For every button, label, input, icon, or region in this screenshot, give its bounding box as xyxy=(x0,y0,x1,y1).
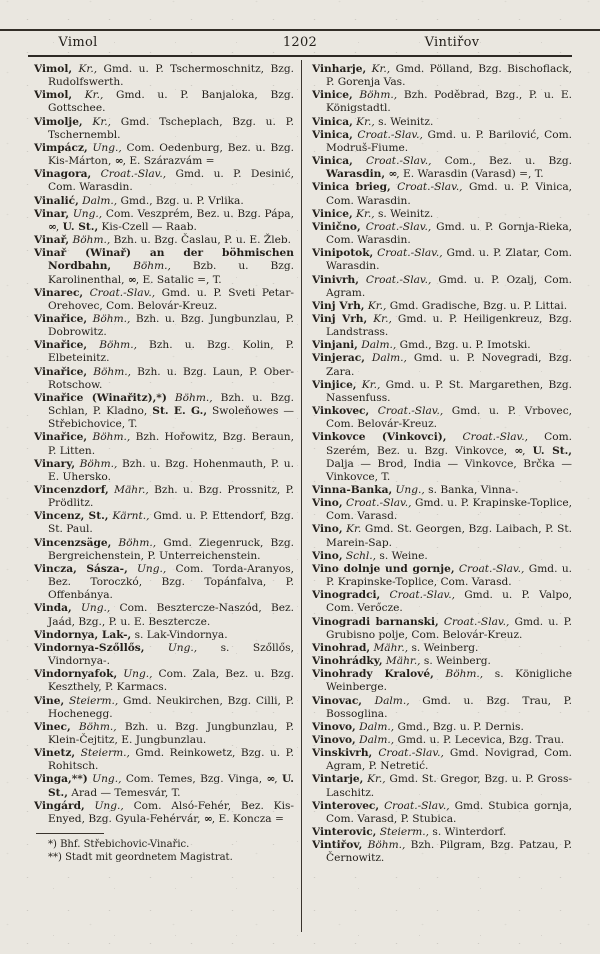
entry-region: Croat.-Slav., xyxy=(342,497,412,510)
entry-text: Gmd. u. P. Zlatar, Com. Warasdin. xyxy=(326,247,572,273)
gazetteer-entry xyxy=(34,339,294,365)
gazetteer-entry xyxy=(34,510,294,536)
posthorn-icon: ∞ xyxy=(514,444,523,457)
entry-text: s. Weinitz. xyxy=(374,115,434,128)
entry-text: Gmd. u. P. Vinica, Com. Warasdin. xyxy=(326,181,573,207)
entry-headword: Vinjerac, xyxy=(312,352,365,365)
entry-region: Schl., xyxy=(342,549,377,562)
entry-region: Ung., xyxy=(71,602,111,615)
entry-text: Gmd. u. P. Ettendorf, Bzg. St. Paul. xyxy=(48,510,294,536)
entry-headword: Vintiřov, xyxy=(312,839,363,852)
gazetteer-entry xyxy=(34,721,294,747)
entry-region: Böhm., xyxy=(69,234,111,247)
gazetteer-entry xyxy=(34,602,294,628)
entry-headword: Vinetz, xyxy=(34,747,76,760)
gazetteer-entry xyxy=(34,142,294,168)
column-divider xyxy=(301,60,302,932)
entry-headword: Vinařice (Winařitz),*) xyxy=(34,391,167,404)
gazetteer-entry xyxy=(34,234,294,247)
entry-headword: Vinica, xyxy=(312,128,353,141)
entry-text: Com. Veszprém, Bez. u. Bzg. Pápa, xyxy=(102,207,294,220)
gazetteer-entry xyxy=(34,642,294,668)
entry-region: Böhm., xyxy=(111,536,157,549)
entry-region: Böhm., xyxy=(75,457,118,470)
entry-headword: Vinharje, xyxy=(312,63,367,75)
gazetteer-entry xyxy=(34,695,294,721)
column-left xyxy=(34,63,294,864)
posthorn-icon: ∞ xyxy=(388,168,397,181)
gazetteer-entry xyxy=(34,313,294,339)
gazetteer-entry xyxy=(34,537,294,563)
entry-region: Croat.-Slav., xyxy=(373,247,443,260)
entry-headword: Vinař, xyxy=(34,234,70,247)
entry-headword: Vinna-Banka, xyxy=(312,484,393,496)
entry-headword: Vinkovec, xyxy=(312,405,370,418)
entry-text: s. Winterdorf. xyxy=(429,826,507,839)
gazetteer-entry xyxy=(312,747,572,773)
entry-region: Ung., xyxy=(87,773,122,786)
footnote: *) Bhf. Střebichovic-Vinařic. xyxy=(48,839,190,851)
entry-region: Ung., xyxy=(87,141,122,154)
gazetteer-entry xyxy=(34,208,294,234)
entry-headword: Vinga,**) xyxy=(34,773,88,786)
gazetteer-entry xyxy=(312,721,572,734)
gazetteer-entry xyxy=(34,458,294,484)
gazetteer-entry xyxy=(312,497,572,523)
entry-text: Gmd. Novigrad, Com. Agram, P. Netretić. xyxy=(326,747,572,773)
entry-text: Gmd. u. P. Valpo, Com. Verőcze. xyxy=(326,589,573,615)
entry-text: Gmd. Reinkowetz, Bzg. u. P. Rohitsch. xyxy=(48,747,294,773)
entry-text: Com. Temes, Bzg. Vinga, xyxy=(121,773,267,786)
posthorn-icon: ∞ xyxy=(48,220,56,233)
entry-text: Com. Oedenburg, Bez. u. Bzg. Kis-Márton, xyxy=(48,141,294,168)
gazetteer-entry xyxy=(312,616,572,642)
entry-region: Croat.-Slav., xyxy=(380,589,455,602)
entry-headword: Vinice, xyxy=(312,207,353,220)
entry-headword: Vinarec, xyxy=(34,286,84,299)
entry-headword: Vinařice, xyxy=(34,365,88,378)
entry-region: Kr. xyxy=(342,523,362,536)
entry-region: Kr., xyxy=(72,89,104,102)
entry-headword: Vinovo, xyxy=(312,720,356,733)
entry-region: Steierm., xyxy=(75,747,130,760)
top-rule xyxy=(0,29,600,31)
entry-text: Bzh. Poděbrad, Bzg., P. u. E. Königstadtl. xyxy=(326,89,572,115)
entry-region: Böhm., xyxy=(352,89,398,102)
entry-region: Böhm., xyxy=(433,668,484,681)
entry-region: Kr., xyxy=(367,312,392,325)
entry-text: Gmd. Pölland, Bzg. Bischoflack, P. Gorenja Vas. xyxy=(326,63,572,89)
entry-headword: Vinec, xyxy=(34,720,71,733)
entry-text: s. Königliche Weinberge. xyxy=(326,668,572,694)
gazetteer-entry xyxy=(312,300,572,313)
entry-text: Bzh. u. Bzg. Jungbunzlau, P. Dobrowitz. xyxy=(48,312,294,339)
gazetteer-entry xyxy=(312,155,572,181)
entry-headword: Vino, xyxy=(312,523,343,536)
entry-headword: Vinohrádky, xyxy=(312,655,383,668)
entry-headword: Vinice, xyxy=(312,89,353,102)
gazetteer-entry xyxy=(34,116,294,142)
entry-headword: Vintarje, xyxy=(312,773,364,786)
entry-region: Kärnt., xyxy=(108,510,150,523)
entry-headword: U. St., xyxy=(62,220,99,233)
entry-region: Croat.-Slav., xyxy=(369,405,444,418)
gazetteer-entry xyxy=(34,629,294,642)
page-header xyxy=(30,35,570,50)
entry-region: Böhm., xyxy=(70,720,117,733)
entry-region: Croat.-Slav., xyxy=(352,155,432,168)
entry-headword: Vinterovic, xyxy=(312,826,377,839)
entry-region: Kr., xyxy=(352,115,375,128)
entry-headword: Vimol, xyxy=(34,89,73,102)
entry-text: Gmd. u. P. St. Margarethen, Bzg. Nassenfuss. xyxy=(326,378,572,404)
gazetteer-entry xyxy=(312,563,572,589)
entry-headword: Warasdin, xyxy=(326,168,386,181)
gazetteer-entry xyxy=(312,550,572,563)
entry-headword: U. St., xyxy=(532,444,572,457)
gazetteer-entry xyxy=(312,800,572,826)
entry-headword: Vindornya-Szőllős, xyxy=(34,641,145,654)
gazetteer-entry xyxy=(34,287,294,313)
entry-text: Gmd. u. P. Barilović, Com. Modruš-Fiume. xyxy=(326,128,573,154)
entry-text: Bzh. u. Bzg. Jungbunzlau, P. Klein-Čejtitz, E. Jungbunzlau. xyxy=(48,720,294,746)
entry-text: , E. Koncza = xyxy=(211,812,284,825)
gazetteer-entry xyxy=(34,484,294,510)
entry-text: , E. Satalic =, T. xyxy=(135,273,222,286)
entry-headword: Vinj Vrh, xyxy=(312,299,365,312)
entry-region: Croat.-Slav., xyxy=(358,273,432,286)
entry-headword: Vinda, xyxy=(34,602,72,615)
entry-region: Dalm., xyxy=(355,720,395,733)
entry-text: Bzh. u. Bzg. Časlau, P. u. E. Žleb. xyxy=(110,234,292,247)
entry-text: Com. Torda-Aranyos, Bez. Toroczkó, Bzg. Topánfalva, P. Offenbánya. xyxy=(48,562,295,602)
gazetteer-entry xyxy=(312,89,572,115)
entry-text: Gmd. Tscheplach, Bzg. u. P. Tschernembl. xyxy=(48,115,294,141)
entry-region: Croat.-Slav., xyxy=(379,799,450,812)
entry-headword: Vinovo, xyxy=(312,733,356,746)
entry-text: Gmd. u. P. Lecevica, Bzg. Trau. xyxy=(394,733,565,746)
gazetteer-entry xyxy=(312,313,572,339)
entry-text: Bzh. u. Bzg. Hohenmauth, P. u. E. Uhersko. xyxy=(48,457,294,483)
entry-region: Kr., xyxy=(363,773,386,786)
gazetteer-entry xyxy=(312,181,572,207)
entry-text: Bzh. u. Bzg. Kolin, P. Elbeteinitz. xyxy=(48,339,294,365)
entry-headword: Vinary, xyxy=(34,457,76,470)
entry-region: Dalm., xyxy=(364,352,407,365)
header-right-title: Vintiřov xyxy=(424,35,480,50)
entry-text: Bzb. u. Bzg. Karolinenthal, xyxy=(48,260,294,286)
entry-headword: Vindornya, Lak-, xyxy=(34,628,132,641)
entry-text: Com. Zala, Bez. u. Bzg. Keszthely, P. Karmacs. xyxy=(48,668,294,694)
entry-text: Com., Bez. u. Bzg. xyxy=(431,155,572,168)
entry-headword: U. St., xyxy=(48,773,294,799)
gazetteer-entry xyxy=(312,274,572,300)
gazetteer-entry xyxy=(34,668,294,694)
entry-region: Mähr., xyxy=(382,655,421,668)
footnotes xyxy=(34,839,294,864)
entry-text: Com. Besztercze-Naszód, Bez. Jaád, Bzg., P. u. E. Besztercze. xyxy=(48,602,294,628)
entry-headword: Vincenzsäge, xyxy=(34,536,112,549)
entry-headword: Vinj Vrh, xyxy=(312,312,368,325)
entry-text: Bzh. Hořowitz, Bzg. Beraun, P. Litten. xyxy=(48,431,294,457)
entry-text: , xyxy=(55,220,63,233)
entry-text: Gmd. Neukirchen, Bzg. Cilli, P. Hochenegg. xyxy=(48,694,294,720)
posthorn-icon: ∞ xyxy=(203,812,212,825)
entry-region: Croat.-Slav., xyxy=(446,431,529,444)
entry-text: Gmd. u. P. Ozalj, Com. Agram. xyxy=(326,273,572,299)
entry-text: s. Szőllős, Vindornya-. xyxy=(48,641,294,668)
entry-text: Gmd. St. Gregor, Bzg. u. P. Gross-Laschitz. xyxy=(326,773,572,799)
entry-text: Gmd. u. P. Krapinske-Toplice, Com. Varasd. xyxy=(326,562,573,589)
gazetteer-entry xyxy=(34,63,294,89)
entry-headword: Vine, xyxy=(34,694,65,707)
entry-text: s. Lak-Vindornya. xyxy=(131,628,228,641)
entry-region: Kr., xyxy=(366,63,391,75)
footnote: **) Stadt mit geordnetem Magistrat. xyxy=(48,851,233,863)
entry-region: Dalm., xyxy=(361,694,410,707)
entry-headword: Vinjice, xyxy=(312,378,357,391)
entry-region: Dalm., xyxy=(355,733,395,746)
gazetteer-entry xyxy=(312,695,572,721)
gazetteer-entry xyxy=(312,589,572,615)
entry-region: Croat.-Slav., xyxy=(352,128,423,141)
entry-headword: Vimolje, xyxy=(34,115,83,128)
entry-text: Bzh. u. Bzg. Laun, P. Ober-Rotschow. xyxy=(48,365,294,391)
entry-text: Gmd. u. P. Gornja-Rieka, Com. Warasdin. xyxy=(326,220,572,247)
entry-text: Com. Szerém, Bez. u. Bzg. Vinkovce, xyxy=(326,431,572,457)
entry-region: Ung., xyxy=(117,668,153,681)
entry-text: , E. Szárazvám = xyxy=(122,155,215,168)
gazetteer-entry xyxy=(34,366,294,392)
gazetteer-entry xyxy=(312,221,572,247)
entry-headword: Vindornyafok, xyxy=(34,668,118,681)
gazetteer-entry xyxy=(312,208,572,221)
entry-text: Swoleňowes — Střebichovice, T. xyxy=(48,405,295,431)
entry-region: Croat.-Slav., xyxy=(454,562,525,575)
entry-text: , xyxy=(522,444,533,457)
entry-text: Gmd. u. P. Vrbovec, Com. Belovár-Kreuz. xyxy=(326,405,573,431)
gazetteer-entry xyxy=(312,129,572,155)
entry-region: Böhm., xyxy=(111,260,171,273)
gazetteer-entry xyxy=(312,379,572,405)
gazetteer-entry xyxy=(312,523,572,549)
entry-text: , E. Warasdin (Varasd) =, T. xyxy=(396,168,544,181)
gazetteer-entry xyxy=(34,773,294,799)
entry-region: Croat.-Slav., xyxy=(390,181,463,194)
gazetteer-entry xyxy=(312,339,572,352)
entry-text: s. Banka, Vinna-. xyxy=(424,484,519,496)
entry-headword: Vino, xyxy=(312,497,343,510)
entry-headword: Vinica, xyxy=(312,115,353,128)
gazetteer-entry xyxy=(34,89,294,115)
gazetteer-entry xyxy=(34,747,294,773)
entry-headword: Vinařice, xyxy=(34,312,88,325)
entry-text: Bzh. u. Bzg. Prossnitz, P. Prödlitz. xyxy=(48,484,294,510)
header-rule xyxy=(28,55,572,57)
entry-region: Mähr., xyxy=(108,484,149,496)
gazetteer-entry xyxy=(312,668,572,694)
entry-text: Gmd. u. P. Desinić, Com. Warasdin. xyxy=(48,168,295,194)
entry-headword: Vinskivrh, xyxy=(312,747,373,760)
entry-region: Böhm., xyxy=(87,365,131,378)
entry-region: Kr., xyxy=(352,207,375,220)
entry-region: Böhm., xyxy=(87,339,137,352)
entry-region: Steierm., xyxy=(64,694,119,707)
posthorn-icon: ∞ xyxy=(266,773,275,786)
entry-headword: Vinařice, xyxy=(34,431,88,444)
entry-text: Gmd. u. P. Novegradi, Bzg. Zara. xyxy=(326,352,572,378)
entry-text: Arad — Temesvár, T. xyxy=(67,786,181,799)
entry-headword: Vinohrad, xyxy=(312,641,371,654)
entry-headword: Vinično, xyxy=(312,220,361,233)
entry-headword: Vincenzdorf, xyxy=(34,484,109,496)
entry-region: Mähr., xyxy=(370,641,409,654)
gazetteer-entry xyxy=(34,431,294,457)
entry-region: Ung., xyxy=(392,484,425,496)
posthorn-icon: ∞ xyxy=(114,155,123,168)
entry-headword: Vinohrady Kralové, xyxy=(312,668,434,681)
entry-text: Dalja — Brod, India — Vinkovce, Brčka — Vinkovce, T. xyxy=(326,457,572,483)
entry-text: Kis-Czell — Raab. xyxy=(98,220,197,233)
entry-region: Croat.-Slav., xyxy=(438,615,510,628)
entry-region: Ung., xyxy=(69,207,103,220)
gazetteer-entry xyxy=(312,655,572,668)
entry-region: Kr., xyxy=(72,63,98,75)
page-number: 1202 xyxy=(282,35,318,50)
entry-text: Gmd. u. P. Grubisno polje, Com. Belovár-Kreuz. xyxy=(326,615,572,641)
entry-region: Ung., xyxy=(144,641,198,654)
entry-headword: Vinogradci, xyxy=(312,589,381,602)
entry-region: Dalm., xyxy=(357,339,397,352)
entry-text: Gmd. u. P. Banjaloka, Bzg. Gottschee. xyxy=(48,89,294,115)
entry-headword: Vimol, xyxy=(34,63,73,75)
gazetteer-entry xyxy=(312,63,572,89)
entry-region: Croat.-Slav., xyxy=(360,220,432,233)
header-left-title: Vimol xyxy=(58,35,98,50)
entry-text: Bzh. Pilgram, Bzg. Patzau, P. Černowitz. xyxy=(326,839,572,865)
entry-headword: Vinipotok, xyxy=(312,247,374,260)
entry-region: Ung., xyxy=(84,799,124,812)
gazetteer-entry xyxy=(312,247,572,273)
entry-headword: Vinařice, xyxy=(34,339,88,352)
entry-text: Gmd., Bzg. u. P. Vrlika. xyxy=(117,194,244,207)
entry-region: Steierm., xyxy=(376,826,430,839)
gazetteer-entry xyxy=(34,247,294,286)
entry-text: Gmd., Bzg. u. P. Dernis. xyxy=(394,720,524,733)
entry-text: Gmd. u. P. Heiligenkreuz, Bzg. Landstrass. xyxy=(326,312,572,339)
entry-region: Ung., xyxy=(127,562,167,575)
entry-region: Kr., xyxy=(82,115,111,128)
entry-headword: Vinagora, xyxy=(34,168,92,181)
gazetteer-entry xyxy=(34,195,294,208)
gazetteer-entry xyxy=(312,484,572,497)
column-right xyxy=(312,63,572,866)
entry-region: Böhm., xyxy=(362,839,406,852)
entry-headword: Vinivrh, xyxy=(312,273,359,286)
entry-headword: Vinkovce (Vinkovci), xyxy=(312,431,447,444)
entry-headword: Vinar, xyxy=(34,207,70,220)
entry-headword: Vingárd, xyxy=(34,799,85,812)
gazetteer-entry xyxy=(312,642,572,655)
entry-region: Kr., xyxy=(364,299,387,312)
entry-headword: Vinalić, xyxy=(34,194,79,207)
entry-headword: Vimpácz, xyxy=(34,141,88,154)
gazetteer-entry xyxy=(34,168,294,194)
entry-text: Gmd. u. P. Tschermoschnitz, Bzg. Rudolfswerth. xyxy=(48,63,294,89)
entry-text: Gmd., Bzg. u. P. Imotski. xyxy=(396,339,531,352)
entry-headword: Vinica brieg, xyxy=(312,181,391,194)
entry-text: s. Weine. xyxy=(376,549,428,562)
posthorn-icon: ∞ xyxy=(127,273,136,286)
gazetteer-entry xyxy=(34,392,294,431)
entry-headword: Vino, xyxy=(312,549,343,562)
entry-headword: Vinař (Winař) an der böhmischen Nordbahn, xyxy=(34,247,294,273)
entry-headword: Vinterovec, xyxy=(312,799,380,812)
entry-headword: Vincza, Sásza-, xyxy=(34,562,128,575)
entry-text: Gmd. u. P. Sveti Petar-Orehovec, Com. Belovár-Kreuz. xyxy=(48,286,295,312)
entry-text: Gmd. Ziegenruck, Bzg. Bergreichenstein, P. Unterreichenstein. xyxy=(48,536,294,562)
entry-text: s. Weinberg. xyxy=(420,655,491,668)
entry-text: Gmd. Stubica gornja, Com. Varasd, P. Stubica. xyxy=(326,799,573,825)
entry-region: Croat.-Slav., xyxy=(91,168,167,181)
gazetteer-entry xyxy=(312,405,572,431)
entry-region: Croat.-Slav., xyxy=(83,286,156,299)
entry-region: Dalm., xyxy=(78,194,118,207)
entry-text: s. Weinitz. xyxy=(374,207,434,220)
gazetteer-entry xyxy=(312,734,572,747)
entry-headword: Vinica, xyxy=(312,155,353,168)
gazetteer-entry xyxy=(312,352,572,378)
gazetteer-entry xyxy=(312,116,572,129)
entry-text: Com. Alsó-Fehér, Bez. Kis-Enyed, Bzg. Gyula-Fehérvár, xyxy=(48,799,294,825)
entry-region: Kr., xyxy=(356,378,381,391)
entry-headword: St. E. G., xyxy=(152,405,208,418)
entry-text: Gmd. u. P. Krapinske-Toplice, Com. Varasd. xyxy=(326,497,573,523)
gazetteer-entry xyxy=(312,773,572,799)
entry-region: Böhm., xyxy=(166,391,213,404)
entry-text: Bzh. u. Bzg. Schlan, P. Kladno, xyxy=(48,391,294,418)
entry-text: Gmd. Gradische, Bzg. u. P. Littai. xyxy=(386,299,568,312)
entry-headword: Vincenz, St., xyxy=(34,510,109,523)
entry-headword: Vinjani, xyxy=(312,339,358,352)
entry-text: s. Weinberg. xyxy=(408,641,479,654)
entry-headword: Vinovac, xyxy=(312,694,362,707)
entry-region: Böhm., xyxy=(87,312,131,325)
entry-text: Gmd. u. Bzg. Trau, P. Bossoglina. xyxy=(326,694,572,720)
gazetteer-entry xyxy=(312,431,572,484)
entry-region: Böhm., xyxy=(87,431,131,444)
entry-headword: Vinogradi barnanski, xyxy=(312,615,439,628)
footnote-rule xyxy=(36,833,104,834)
entry-text: , xyxy=(274,773,283,786)
entry-region: Croat.-Slav., xyxy=(372,747,444,760)
entry-headword: Vino dolnje und gornje, xyxy=(312,562,455,575)
gazetteer-entry xyxy=(34,563,294,602)
gazetteer-entry xyxy=(312,839,572,865)
gazetteer-entry xyxy=(312,826,572,839)
gazetteer-entry xyxy=(34,800,294,826)
entry-text: Gmd. St. Georgen, Bzg. Laibach, P. St. Marein-Sap. xyxy=(326,523,572,549)
